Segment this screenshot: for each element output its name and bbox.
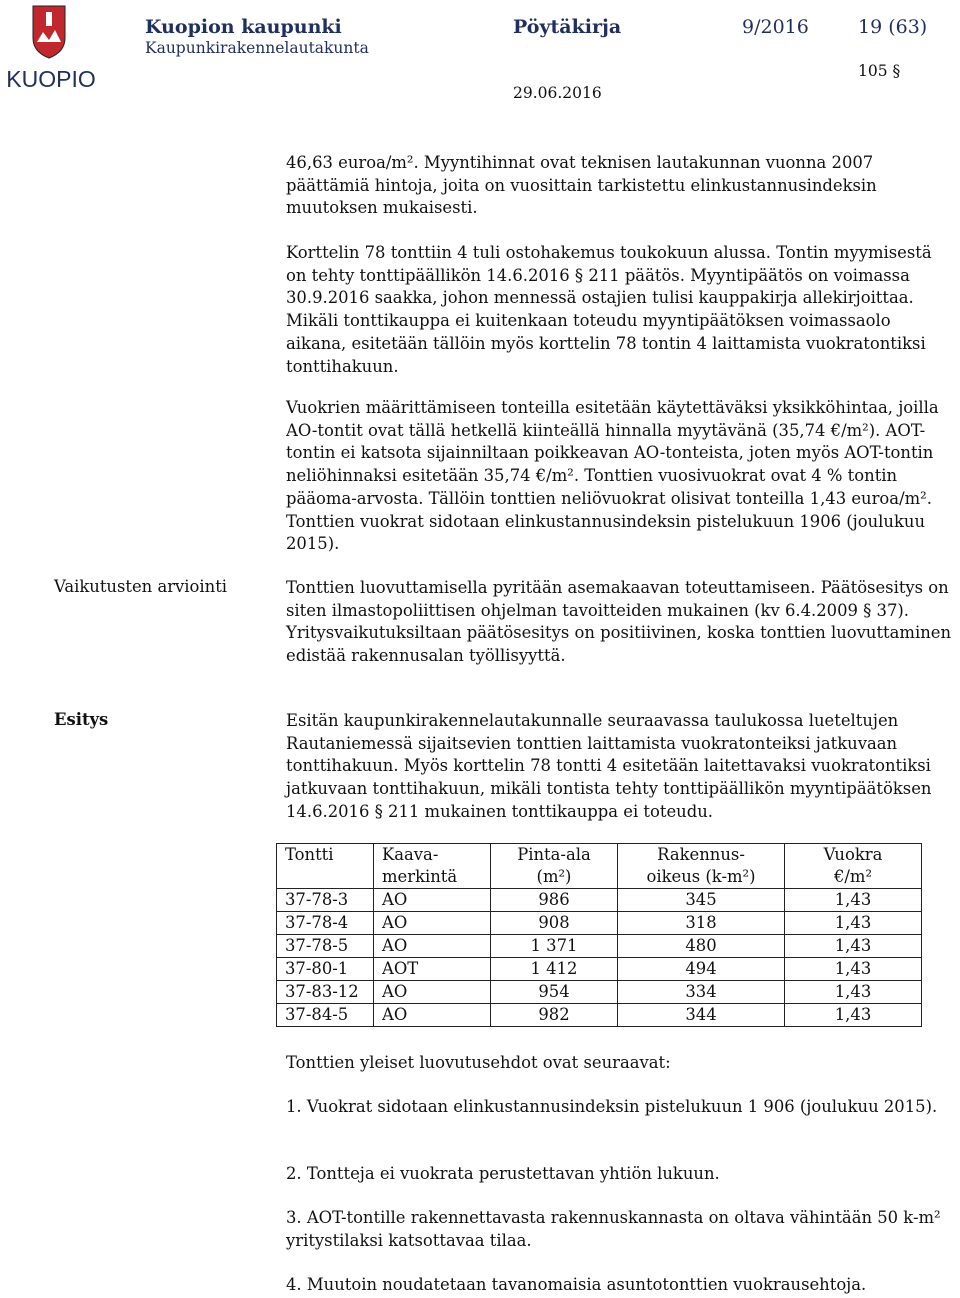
terms-intro: Tonttien yleiset luovutusehdot ovat seuraavat: [286, 1053, 671, 1072]
cell-building-right: 345 [618, 889, 785, 912]
cell-lot: 37-78-4 [277, 912, 374, 935]
paragraph-rents: Vuokrien määrittämiseen tonteilla esitetään käytettäväksi yksikköhintaa, joilla AO-tontit ovat tällä hetkellä kiinteällä hinnalla myytävänä (35,74 €/m²). AOT-tontin ei katsota sijainniltaan poikkeavan AO-tonteista, joten myös AOT-tontin neliöhinnaksi esitetään 35,74 €/m². Tonttien vuosivuokrat ovat 4 % tontin pääoma-arvosta. Tällöin tonttien neliövuokrat olisivat tonteilla 1,43 euroa/m². Tonttien vuokrat sidotaan elinkustannusindeksin pistelukuun 1906 (joulukuu 2015). [286, 398, 939, 554]
cell-rent: 1,43 [785, 1004, 922, 1027]
cell-building-right: 334 [618, 981, 785, 1004]
cell-lot: 37-84-5 [277, 1004, 374, 1027]
col-header-building-right: Rakennus- oikeus (k-m²) [618, 844, 785, 889]
col-header-area: Pinta-ala (m²) [491, 844, 618, 889]
table-row [277, 981, 922, 1004]
table-row [277, 912, 922, 935]
kuopio-logo [3, 2, 99, 94]
terms-item-2: 2. Tontteja ei vuokrata perustettavan yhtiön lukuun. [286, 1164, 720, 1183]
table-row [277, 935, 922, 958]
section-number: 105 § [858, 62, 901, 80]
org-name: Kuopion kaupunki [145, 16, 342, 38]
cell-building-right: 344 [618, 1004, 785, 1027]
page-number: 19 (63) [858, 16, 928, 38]
lots-table [276, 843, 922, 1027]
col-header-rent: Vuokra €/m² [785, 844, 922, 889]
table-row [277, 889, 922, 912]
cell-zoning: AO [374, 935, 491, 958]
cell-zoning: AO [374, 889, 491, 912]
cell-area: 1 371 [491, 935, 618, 958]
impact-text: Tonttien luovuttamisella pyritään asemakaavan toteuttamiseen. Päätösesitys on siten ilmastopoliittisen ohjelman tavoitteiden mukainen (kv 6.4.2009 § 37). Yritysvaikutuksiltaan päätösesitys on positiivinen, koska tonttien luovuttaminen edistää rakennusalan työllisyyttä. [286, 578, 952, 666]
paragraph-prices: 46,63 euroa/m². Myyntihinnat ovat teknisen lautakunnan vuonna 2007 päättämiä hintoja, joita on vuosittain tarkistettu elinkustannusindeksin muutoksen mukaisesti. [286, 153, 877, 218]
board-name: Kaupunkirakennelautakunta [145, 39, 369, 57]
cell-lot: 37-78-5 [277, 935, 374, 958]
proposal-text: Esitän kaupunkirakennelautakunnalle seuraavassa taulukossa lueteltujen Rautaniemessä sijaitsevien tonttien laittamista vuokratonteiksi jatkuvaan tonttihakuun. Myös korttelin 78 tontti 4 esitetään laitettavaksi vuokratontiksi jatkuvaan tonttihakuun, mikäli tontista tehty tonttipäällikön myyntipäätöksen 14.6.2016 § 211 mukainen tonttikauppa ei toteudu. [286, 711, 932, 821]
cell-rent: 1,43 [785, 912, 922, 935]
meeting-number: 9/2016 [742, 16, 809, 38]
cell-building-right: 480 [618, 935, 785, 958]
cell-building-right: 494 [618, 958, 785, 981]
cell-area: 954 [491, 981, 618, 1004]
cell-rent: 1,43 [785, 958, 922, 981]
table-header-row [277, 844, 922, 889]
cell-lot: 37-83-12 [277, 981, 374, 1004]
cell-zoning: AO [374, 912, 491, 935]
cell-area: 908 [491, 912, 618, 935]
col-header-zoning: Kaava- merkintä [374, 844, 491, 889]
cell-zoning: AO [374, 1004, 491, 1027]
cell-area: 986 [491, 889, 618, 912]
terms-item-1: 1. Vuokrat sidotaan elinkustannusindeksin pistelukuun 1 906 (joulukuu 2015). [286, 1097, 938, 1116]
doc-type: Pöytäkirja [513, 16, 622, 38]
col-header-lot: Tontti [277, 844, 374, 889]
cell-lot: 37-80-1 [277, 958, 374, 981]
terms-item-3: 3. AOT-tontille rakennettavasta rakennuskannasta on oltava vähintään 50 k-m² yritystilaksi katsottavaa tilaa. [286, 1208, 941, 1250]
paragraph-block78: Korttelin 78 tonttiin 4 tuli ostohakemus toukokuun alussa. Tontin myymisestä on tehty tonttipäällikön 14.6.2016 § 211 päätös. Myyntipäätös on voimassa 30.9.2016 saakka, johon mennessä ostajien tulisi kauppakirja allekirjoittaa. Mikäli tonttikauppa ei kuitenkaan toteudu myyntipäätöksen voimassaolo aikana, esitetään tällöin myös korttelin 78 tontin 4 laittamista vuokratontiksi tonttihakuun. [286, 243, 932, 376]
proposal-label: Esitys [54, 710, 109, 729]
cell-zoning: AO [374, 981, 491, 1004]
table-row [277, 958, 922, 981]
meeting-date: 29.06.2016 [513, 84, 602, 102]
cell-lot: 37-78-3 [277, 889, 374, 912]
terms-item-4: 4. Muutoin noudatetaan tavanomaisia asuntotonttien vuokrausehtoja. [286, 1275, 867, 1294]
cell-building-right: 318 [618, 912, 785, 935]
cell-rent: 1,43 [785, 935, 922, 958]
logo-wordmark: KUOPIO [6, 66, 96, 92]
impact-label: Vaikutusten arviointi [54, 577, 228, 596]
cell-rent: 1,43 [785, 981, 922, 1004]
cell-area: 1 412 [491, 958, 618, 981]
table-row [277, 1004, 922, 1027]
cell-zoning: AOT [374, 958, 491, 981]
cell-area: 982 [491, 1004, 618, 1027]
cell-rent: 1,43 [785, 889, 922, 912]
